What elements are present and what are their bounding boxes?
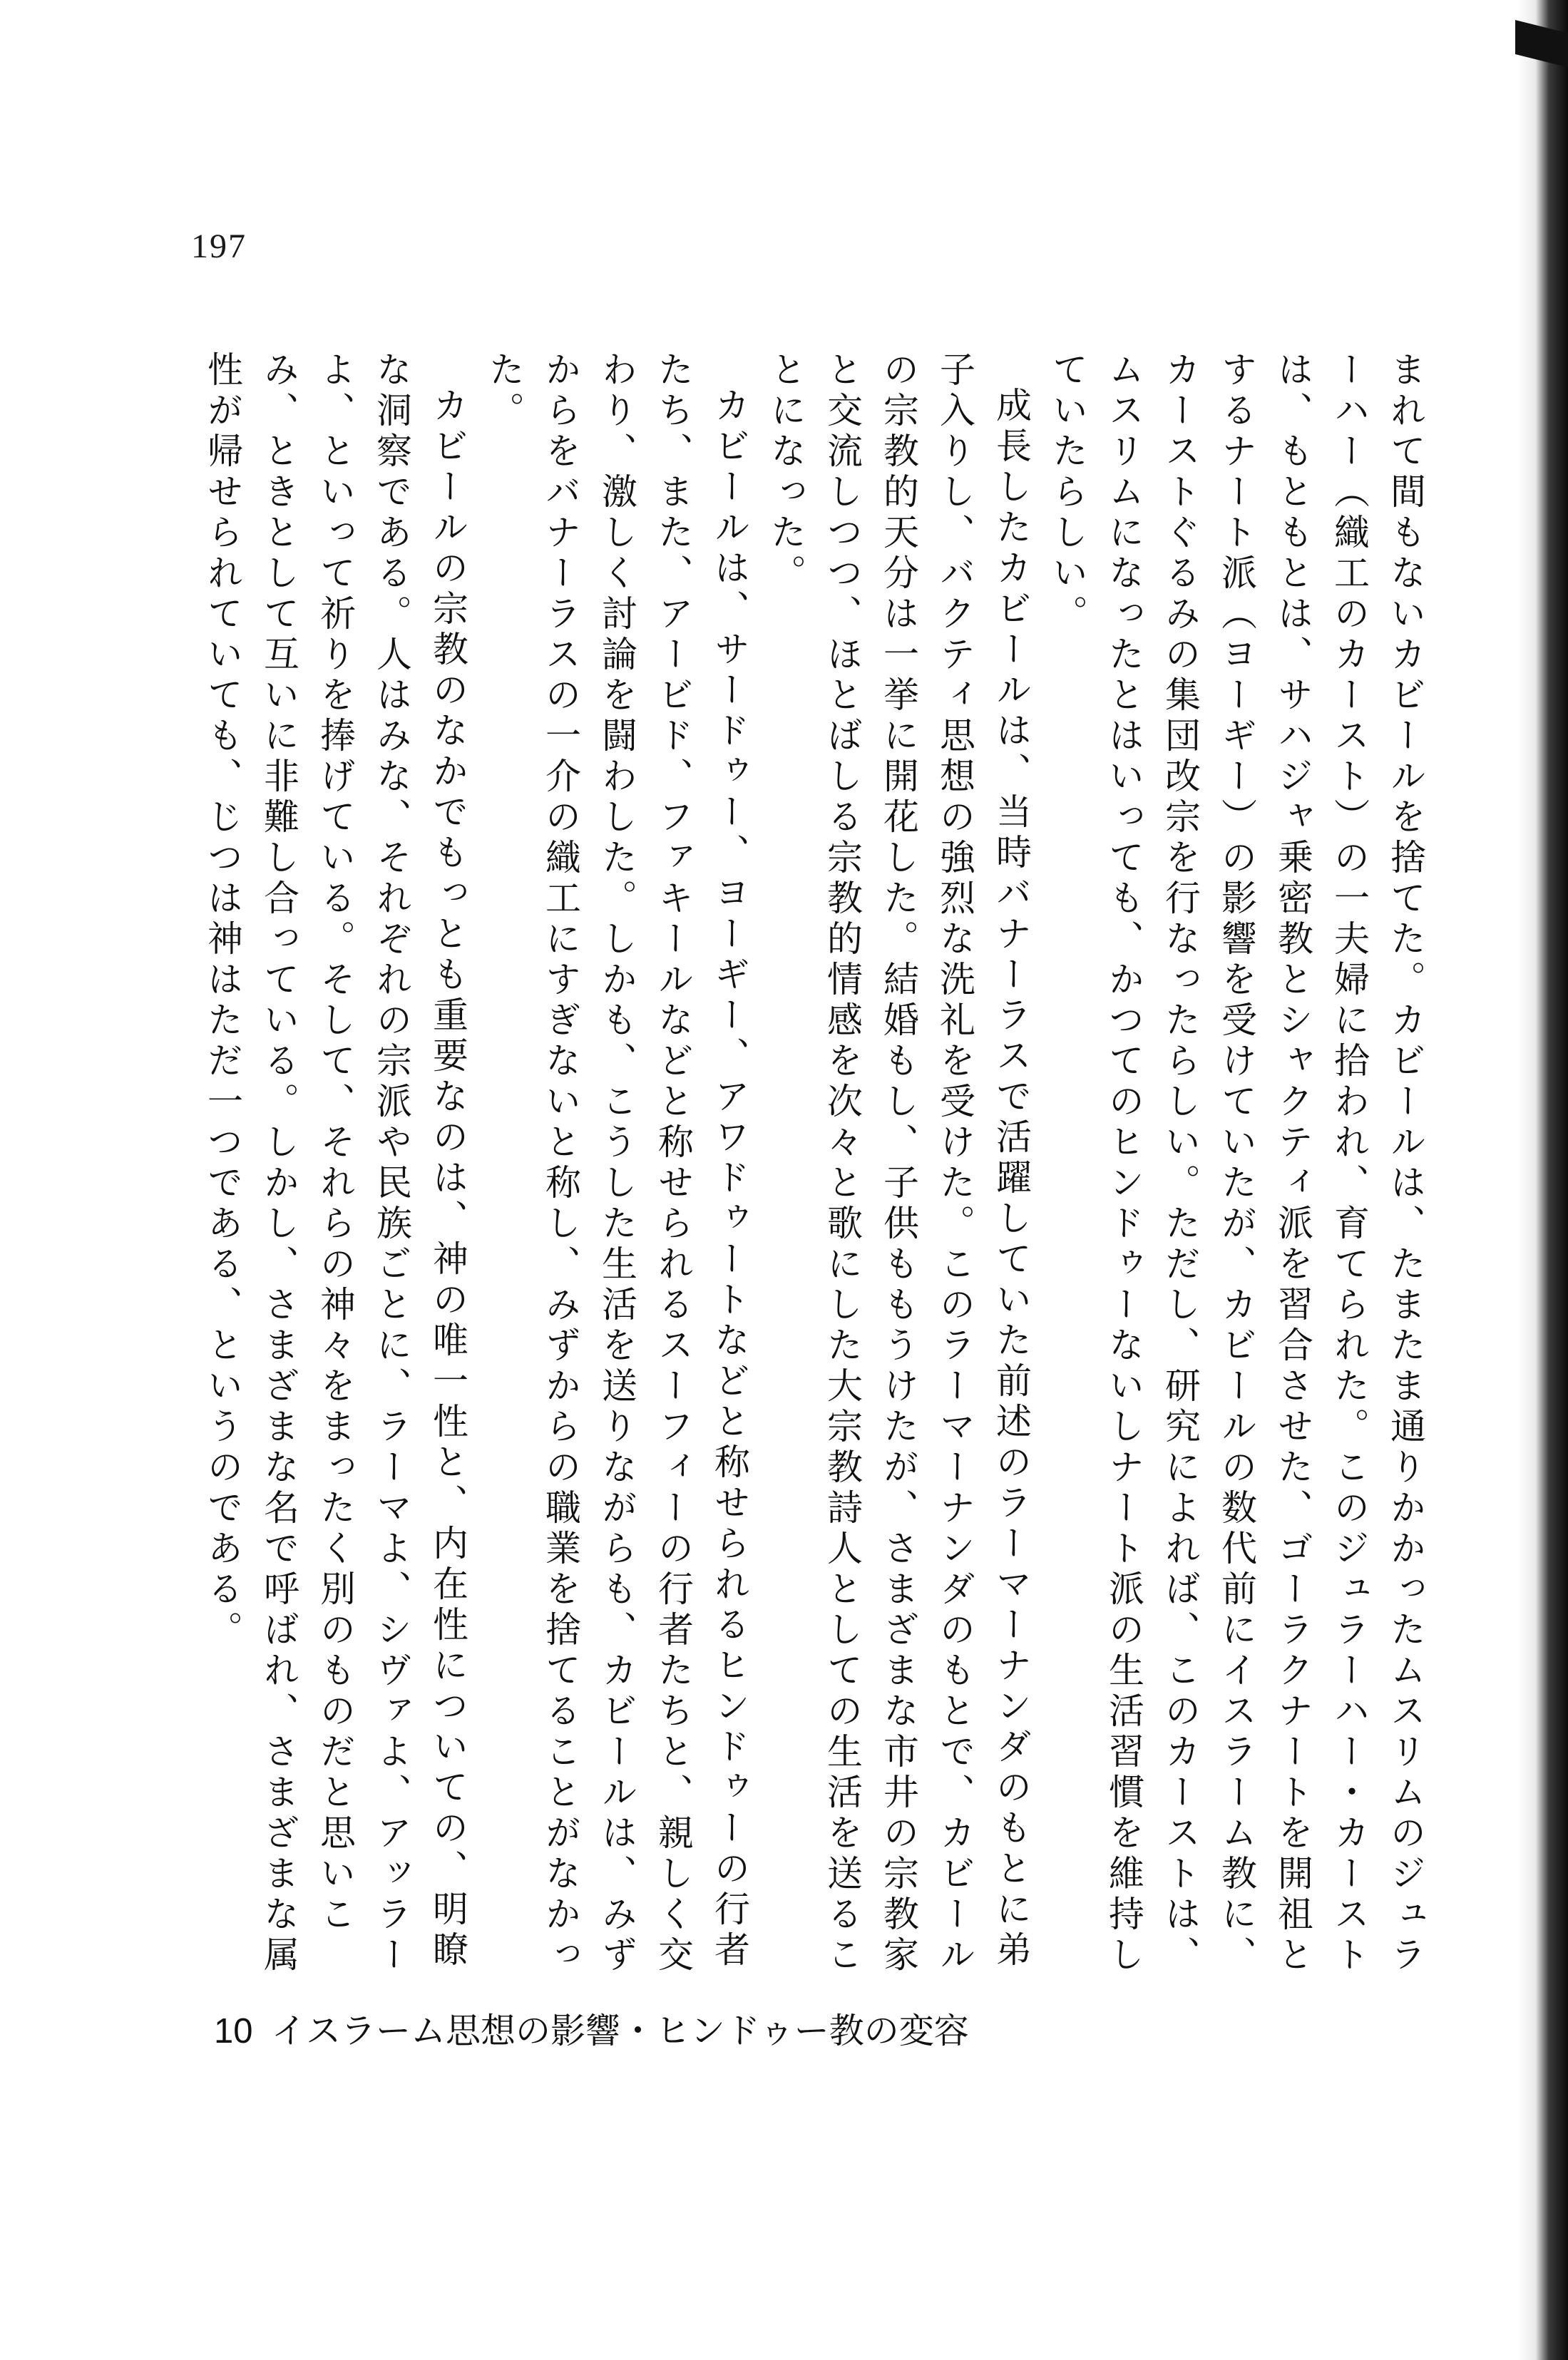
chapter-title: イスラーム思想の影響・ヒンドゥー教の変容 [271,2011,969,2051]
running-footer [214,2004,969,2053]
paragraph: まれて間もないカビールを捨てた。カビールは、たまたま通りかかったムスリムのジュラーハー（織工のカースト）の一夫婦に拾われ、育てられた。このジュラーハー・カーストは、もともとは、サハジャ乗密教とシャクティ派を習合させた、ゴーラクナートを開祖とするナート派（ヨーギー）の影響を受けていたが、カビールの数代前にイスラーム教に、カーストぐるみの集団改宗を行なったらしい。ただし、研究によれば、このカーストは、ムスリムになったとはいっても、かつてのヒンドゥーないしナート派の生活習慣を維持していたらしい。 [1047,351,1426,1976]
chapter-number: 10 [214,2012,253,2051]
page-number: 197 [191,227,247,265]
paragraph: カビールの宗教のなかでもっとも重要なのは、神の唯一性と、内在性についての、明瞭な洞察である。人はみな、それぞれの宗派や民族ごとに、ラーマよ、シヴァよ、アッラーよ、といって祈りを捧げている。そして、それらの神々をまったく別のものだと思いこみ、ときとして互いに非難し合っている。しかし、さまざまな名で呼ばれ、さまざまな属性が帰せられていても、じつは神はただ一つである、というのである。 [202,351,468,1976]
body-text [153,351,1433,1994]
paragraph: 成長したカビールは、当時バナーラスで活躍していた前述のラーマーナンダのもとに弟子入りし、バクティ思想の強烈な洗礼を受けた。このラーマーナンダのもとで、カビールの宗教的天分は一挙に開花した。結婚もし、子供ももうけたが、さまざまな市井の宗教家と交流しつつ、ほとばしる宗教的情感を次々と歌にした大宗教詩人としての生活を送ることになった。 [765,351,1032,1976]
page-edge-shadow [1518,0,1568,2360]
paragraph: カビールは、サードゥー、ヨーギー、アワドゥートなどと称せられるヒンドゥーの行者たち、また、アービド、ファキールなどと称せられるスーフィーの行者たちと、親しく交わり、激しく討論を闘わした。しかも、こうした生活を送りながらも、カビールは、みずからをバナーラスの一介の織工にすぎないと称し、みずからの職業を捨てることがなかった。 [483,351,750,1976]
